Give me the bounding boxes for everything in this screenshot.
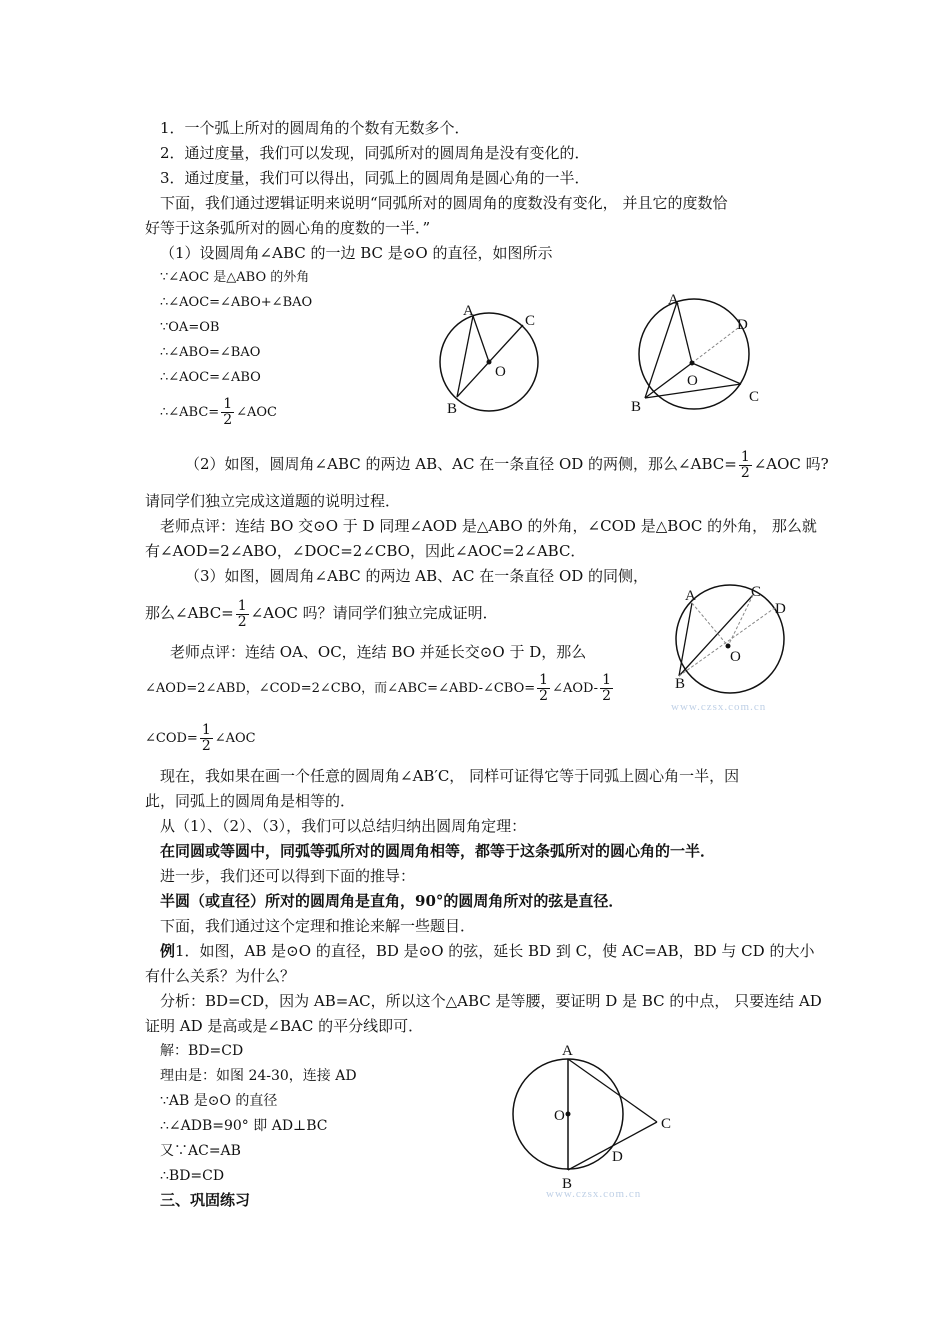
theorem: 在同圆或等圆中，同弧等弧所对的圆周角相等，都等于这条弧所对的圆心角的一半． [160, 842, 716, 860]
fraction-half [537, 673, 550, 704]
text-line: 好等于这条弧所对的圆心角的度数的一半．” [145, 219, 431, 237]
segment-AC [568, 1059, 657, 1122]
fraction-denominator: 2 [602, 688, 611, 704]
formula-text: ∠AOD=2∠ABD，∠COD=2∠CBO，而∠ABC=∠ABD-∠CBO= [145, 681, 536, 696]
text-line: 3．通过度量，我们可以得出，同弧上的圆周角是圆心角的一半． [160, 169, 590, 187]
text-line: 证明 AD 是高或是∠BAC 的平分线即可． [145, 1017, 424, 1035]
q3-text: ∠AOC 吗？请同学们独立完成证明． [250, 604, 498, 622]
label-A: A [685, 588, 696, 604]
corollary: 半圆（或直径）所对的圆周角是直角，90°的圆周角所对的弦是直径． [160, 892, 624, 910]
proof-line: ∴∠AOC=∠ABO [160, 370, 261, 385]
label-D: D [737, 317, 748, 333]
formula-text: ∠AOD- [552, 681, 599, 696]
solution-line: ∵AB 是⊙O 的直径 [160, 1093, 278, 1109]
fraction-numerator: 1 [539, 672, 549, 688]
fraction-numerator: 1 [602, 672, 611, 688]
example-text: 1．如图，AB 是⊙O 的直径，BD 是⊙O 的弦，延长 BD 到 C，使 AC=AB，BD 与 CD 的大小 [175, 942, 815, 960]
label-B: B [447, 401, 458, 417]
fraction-denominator: 2 [740, 464, 750, 481]
center-point [487, 360, 492, 365]
text-line: 现在，我如果在画一个任意的圆周角∠AB′C， 同样可证得它等于同弧上圆心角一半，因 [160, 767, 740, 785]
solution-line: ∴∠ADB=90° 即 AD⊥BC [160, 1118, 328, 1134]
solution-line: 解：BD=CD [160, 1043, 244, 1059]
segment-AB [457, 316, 473, 397]
figure-3 [665, 580, 800, 715]
solution-line: ∴BD=CD [160, 1168, 225, 1184]
text-line: （1）设圆周角∠ABC 的一边 BC 是⊙O 的直径，如图所示 [160, 244, 553, 262]
text-line: （3）如图，圆周角∠ABC 的两边 AB、AC 在一条直径 OD 的同侧， [185, 567, 649, 585]
question-3 [145, 595, 498, 631]
fraction-numerator: 1 [223, 396, 233, 412]
proof-line: ∵∠AOC 是△ABO 的外角 [160, 270, 310, 285]
q3-text: 那么∠ABC= [145, 604, 234, 622]
segment-AC [677, 302, 692, 363]
segment-OC [728, 595, 753, 646]
proof-text: ∴∠ABC= [160, 405, 220, 420]
example-label: 例 [160, 942, 176, 960]
watermark: www.czsx.com.cn [546, 1188, 642, 1200]
diameter-BD [679, 607, 776, 676]
fraction-half [236, 599, 249, 630]
fraction-half [739, 450, 752, 481]
text-line: 2．通过度量，我们可以发现，同弧所对的圆周角是没有变化的． [160, 144, 590, 162]
question-2 [185, 446, 829, 482]
label-C: C [661, 1116, 672, 1132]
formula-line [145, 721, 256, 757]
fraction-denominator: 2 [201, 738, 211, 754]
text-line: 有什么关系？为什么？ [145, 967, 296, 985]
fraction-numerator: 1 [740, 448, 750, 465]
text-line: 老师点评：连结 OA、OC，连结 BO 并延长交⊙O 于 D，那么 [170, 643, 587, 661]
fraction-denominator: 2 [237, 613, 247, 630]
label-D: D [612, 1149, 623, 1165]
proof-line: ∵OA=OB [160, 320, 220, 335]
text-line: 从（1）、（2）、（3），我们可以总结归纳出圆周角定理： [160, 817, 527, 835]
q2-text: （2）如图，圆周角∠ABC 的两边 AB、AC 在一条直径 OD 的两侧，那么∠ABC= [185, 455, 737, 473]
example-1 [160, 941, 814, 961]
segment-OC [692, 363, 741, 384]
diameter-OD [692, 328, 738, 363]
text-line: 1．一个弧上所对的圆周角的个数有无数多个． [160, 119, 470, 137]
segment-AB [679, 603, 692, 676]
center-point [690, 361, 695, 366]
proof-text: ∠AOC [236, 405, 277, 420]
text-line: 分析：BD=CD，因为 AB=AC，所以这个△ABC 是等腰，要证明 D 是 BC 的中点， 只要连结 AD [160, 992, 822, 1010]
q2-text: ∠AOC 吗? [753, 455, 829, 473]
label-A: A [562, 1043, 573, 1059]
formula-line [145, 671, 615, 707]
formula-text: ∠AOC [214, 731, 256, 746]
segment-BC [679, 595, 753, 676]
label-O: O [687, 373, 698, 389]
watermark: www.czsx.com.cn [671, 701, 767, 713]
label-B: B [675, 676, 686, 692]
center-point [566, 1112, 571, 1117]
label-A: A [463, 303, 474, 319]
figure-2 [625, 288, 765, 418]
solution-line: 理由是：如图 24-30，连接 AD [160, 1068, 357, 1084]
label-D: D [775, 601, 786, 617]
segment-AB [645, 302, 677, 398]
proof-line: ∴∠AOC=∠ABO+∠BAO [160, 295, 313, 310]
figure-4 [500, 1040, 690, 1200]
fraction-half [200, 723, 213, 754]
label-B: B [631, 399, 642, 415]
fraction-numerator: 1 [201, 722, 211, 738]
text-line: 有∠AOD=2∠ABO，∠DOC=2∠CBO，因此∠AOC=2∠ABC． [145, 542, 586, 560]
solution-line: 又∵AC=AB [160, 1143, 241, 1159]
text-line: 请同学们独立完成这道题的说明过程． [145, 492, 401, 510]
formula-text: ∠COD= [145, 731, 198, 746]
label-B: B [562, 1176, 573, 1192]
fraction-denominator: 2 [539, 688, 549, 704]
proof-line: ∴∠ABO=∠BAO [160, 345, 261, 360]
fraction-denominator: 2 [223, 412, 233, 428]
label-O: O [730, 649, 741, 665]
text-line: 下面，我们通过这个定理和推论来解一些题目． [160, 917, 476, 935]
label-O: O [554, 1108, 565, 1124]
proof-line [160, 395, 277, 431]
section-heading: 三、巩固练习 [160, 1191, 251, 1209]
segment-AO [473, 316, 489, 362]
label-O: O [495, 364, 506, 380]
label-C: C [525, 313, 536, 329]
segment-OA [692, 603, 728, 646]
text-line: 老师点评：连结 BO 交⊙O 于 D 同理∠AOD 是△ABO 的外角，∠COD 是△BOC 的外角， 那么就 [160, 517, 817, 535]
figure-1 [430, 300, 555, 420]
circle [639, 299, 749, 409]
label-A: A [668, 292, 679, 308]
text-line: 此，同弧上的圆周角是相等的． [145, 792, 356, 810]
text-line: 进一步，我们还可以得到下面的推导： [160, 867, 416, 885]
label-C: C [751, 584, 762, 600]
center-point [726, 644, 731, 649]
text-line: 下面，我们通过逻辑证明来说明“同弧所对的圆周角的度数没有变化， 并且它的度数恰 [160, 194, 728, 212]
fraction-numerator: 1 [237, 597, 247, 614]
fraction-half [600, 673, 613, 704]
label-C: C [749, 389, 760, 405]
fraction-half [221, 397, 234, 428]
